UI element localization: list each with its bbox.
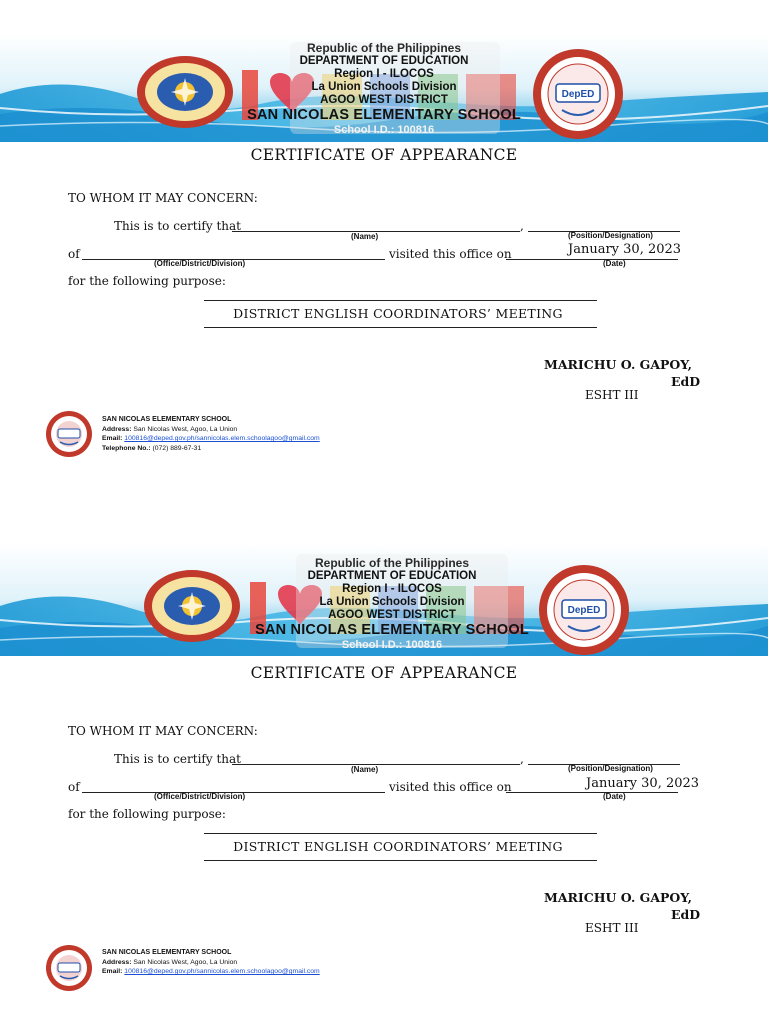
comma: , [520,219,524,233]
signatory-name: MARICHU O. GAPOY, [544,890,692,905]
header-banner [0,544,768,656]
footer-email-label: Email: [102,968,123,976]
school-seal-label: DepED [567,605,601,616]
header-banner [0,34,768,142]
signatory-title: ESHT III [585,921,639,935]
footer-school: SAN NICOLAS ELEMENTARY SCHOOL [102,949,232,956]
certify-prefix: This is to certify that [114,752,241,766]
purpose-label: for the following purpose: [68,807,226,821]
footer-info [102,948,320,977]
purpose-line-top [204,833,597,834]
header-school-id: School I.D.: 100816 [333,124,435,136]
purpose-line-bottom [204,860,597,861]
header-school-name: SAN NICOLAS ELEMENTARY SCHOOL [255,622,529,638]
name-caption: (Name) [351,765,379,774]
footer-email-link[interactable]: 100816@deped.gov.ph/sannicolas.elem.schoolagoo@gmail.com [124,435,320,443]
footer-email-link[interactable]: 100816@deped.gov.ph/sannicolas.elem.schoolagoo@gmail.com [124,968,320,976]
certify-prefix: This is to certify that [114,219,241,233]
footer-telephone: (072) 889-67-31 [152,444,202,452]
purpose-value: DISTRICT ENGLISH COORDINATORS’ MEETING [233,306,563,321]
district-seal-icon [135,54,235,130]
footer-seal-icon [45,944,93,992]
district-seal-icon [142,568,242,644]
signatory-name: MARICHU O. GAPOY, [544,357,692,372]
position-caption: (Position/Designation) [568,231,653,240]
date-value: January 30, 2023 [586,776,700,791]
office-caption: (Office/District/Division) [154,259,246,268]
footer-address: San Nicolas West, Agoo, La Union [133,425,238,433]
date-line [506,792,678,793]
date-line [506,259,678,260]
purpose-value: DISTRICT ENGLISH COORDINATORS’ MEETING [233,839,563,854]
footer-telephone-label: Telephone No.: [102,444,151,452]
footer-info [102,415,320,453]
footer-email-label: Email: [102,435,123,443]
header-republic: Republic of the Philippines [314,556,469,570]
header-school-id: School I.D.: 100816 [341,639,443,651]
date-caption: (Date) [603,792,626,801]
header-division: La Union Schools Division [311,81,457,93]
header-school-name: SAN NICOLAS ELEMENTARY SCHOOL [247,107,521,123]
office-caption: (Office/District/Division) [154,792,246,801]
signatory-suffix: EdD [671,374,701,389]
date-value: January 30, 2023 [568,242,682,257]
purpose-label: for the following purpose: [68,274,226,288]
footer-address-label: Address: [102,425,132,433]
footer-seal-icon [45,410,93,458]
visited-label: visited this office on [389,780,512,794]
school-seal-icon [532,48,624,140]
of-label: of [68,247,80,261]
header-district: AGOO WEST DISTRICT [328,609,456,621]
salutation: TO WHOM IT MAY CONCERN: [68,724,258,738]
header-department: DEPARTMENT OF EDUCATION [299,55,469,67]
purpose-line-top [204,300,597,301]
signatory-title: ESHT III [585,388,639,402]
header-department: DEPARTMENT OF EDUCATION [307,570,477,582]
header-division: La Union Schools Division [319,596,465,608]
certificate-title: CERTIFICATE OF APPEARANCE [250,664,518,682]
footer-address: San Nicolas West, Agoo, La Union [133,958,238,966]
salutation: TO WHOM IT MAY CONCERN: [68,191,258,205]
header-district: AGOO WEST DISTRICT [320,94,448,106]
of-label: of [68,780,80,794]
school-seal-label: DepED [561,89,595,100]
date-caption: (Date) [603,259,626,268]
name-caption: (Name) [351,232,379,241]
purpose-line-bottom [204,327,597,328]
header-region: Region I - ILOCOS [342,583,442,595]
comma: , [520,752,524,766]
position-caption: (Position/Designation) [568,764,653,773]
signatory-suffix: EdD [671,907,701,922]
certificate-bottom [0,534,768,1024]
school-seal-icon [538,564,630,656]
header-region: Region I - ILOCOS [334,68,434,80]
header-republic: Republic of the Philippines [306,41,461,55]
visited-label: visited this office on [389,247,512,261]
footer-school: SAN NICOLAS ELEMENTARY SCHOOL [102,416,232,423]
footer-address-label: Address: [102,958,132,966]
certificate-title: CERTIFICATE OF APPEARANCE [250,146,518,164]
